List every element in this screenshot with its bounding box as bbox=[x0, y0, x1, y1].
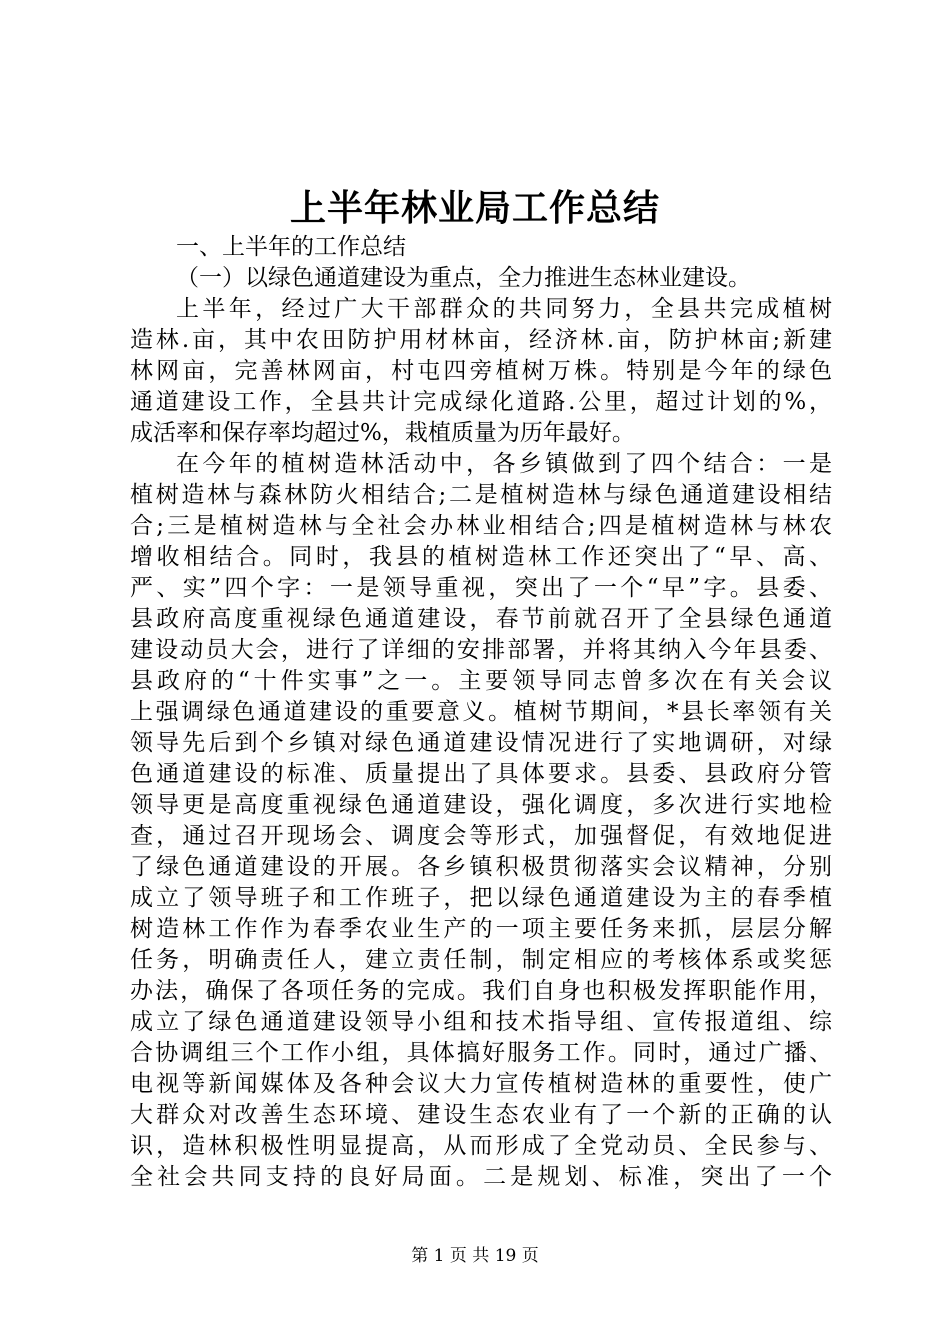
text-line: 县政府高度重视绿色通道建设，春节前就召开了全县绿色通道 bbox=[130, 606, 832, 632]
text-line: 合;三是植树造林与全社会办林业相结合;四是植树造林与林农 bbox=[130, 513, 832, 539]
text-line: 色通道建设的标准、质量提出了具体要求。县委、县政府分管 bbox=[130, 761, 832, 787]
text-line: 通道建设工作，全县共计完成绿化道路.公里，超过计划的%， bbox=[130, 389, 832, 415]
text-line: 全社会共同支持的良好局面。二是规划、标准，突出了一个 bbox=[130, 1164, 832, 1190]
text-line: 领导更是高度重视绿色通道建设，强化调度，多次进行实地检 bbox=[130, 792, 832, 818]
text-line: 一、上半年的工作总结 bbox=[176, 234, 406, 260]
text-line: 识，造林积极性明显提高，从而形成了全党动员、全民参与、 bbox=[130, 1133, 832, 1159]
text-line: 上强调绿色通道建设的重要意义。植树节期间，*县长率领有关 bbox=[130, 699, 832, 725]
text-line: 了绿色通道建设的开展。各乡镇积极贯彻落实会议精神，分别 bbox=[130, 854, 832, 880]
text-line: 查，通过召开现场会、调度会等形式，加强督促，有效地促进 bbox=[130, 823, 832, 849]
text-line: 领导先后到个乡镇对绿色通道建设情况进行了实地调研，对绿 bbox=[130, 730, 832, 756]
text-line: 成立了领导班子和工作班子，把以绿色通道建设为主的春季植 bbox=[130, 885, 832, 911]
text-line: 大群众对改善生态环境、建设生态农业有了一个新的正确的认 bbox=[130, 1102, 832, 1128]
page-title: 上半年林业局工作总结 bbox=[289, 187, 660, 229]
page-footer: 第 1 页 共 19 页 bbox=[411, 1246, 539, 1266]
text-line: 合协调组三个工作小组，具体搞好服务工作。同时，通过广播、 bbox=[130, 1040, 832, 1066]
text-line: 成立了绿色通道建设领导小组和技术指导组、宣传报道组、综 bbox=[130, 1009, 832, 1035]
text-line: 建设动员大会，进行了详细的安排部署，并将其纳入今年县委、 bbox=[130, 637, 832, 663]
text-line: 林网亩，完善林网亩，村屯四旁植树万株。特别是今年的绿色 bbox=[130, 358, 832, 384]
text-line: （一）以绿色通道建设为重点，全力推进生态林业建设。 bbox=[176, 265, 751, 291]
text-line: 树造林工作作为春季农业生产的一项主要任务来抓，层层分解 bbox=[130, 916, 832, 942]
text-line: 严、实”四个字：一是领导重视，突出了一个“早”字。县委、 bbox=[130, 575, 832, 601]
text-line: 在今年的植树造林活动中，各乡镇做到了四个结合：一是 bbox=[176, 451, 832, 477]
text-line: 任务，明确责任人，建立责任制，制定相应的考核体系或奖惩 bbox=[130, 947, 832, 973]
text-line: 造林.亩，其中农田防护用材林亩，经济林.亩，防护林亩;新建 bbox=[130, 327, 832, 353]
document-body bbox=[130, 232, 832, 1193]
text-line: 电视等新闻媒体及各种会议大力宣传植树造林的重要性，使广 bbox=[130, 1071, 832, 1097]
text-line: 上半年，经过广大干部群众的共同努力，全县共完成植树 bbox=[176, 296, 832, 322]
text-line: 县政府的“十件实事”之一。主要领导同志曾多次在有关会议 bbox=[130, 668, 832, 694]
text-line: 成活率和保存率均超过%，栽植质量为历年最好。 bbox=[130, 420, 635, 446]
text-line: 植树造林与森林防火相结合;二是植树造林与绿色通道建设相结 bbox=[130, 482, 832, 508]
text-line: 增收相结合。同时，我县的植树造林工作还突出了“早、高、 bbox=[130, 544, 832, 570]
text-line: 办法，确保了各项任务的完成。我们自身也积极发挥职能作用， bbox=[130, 978, 832, 1004]
